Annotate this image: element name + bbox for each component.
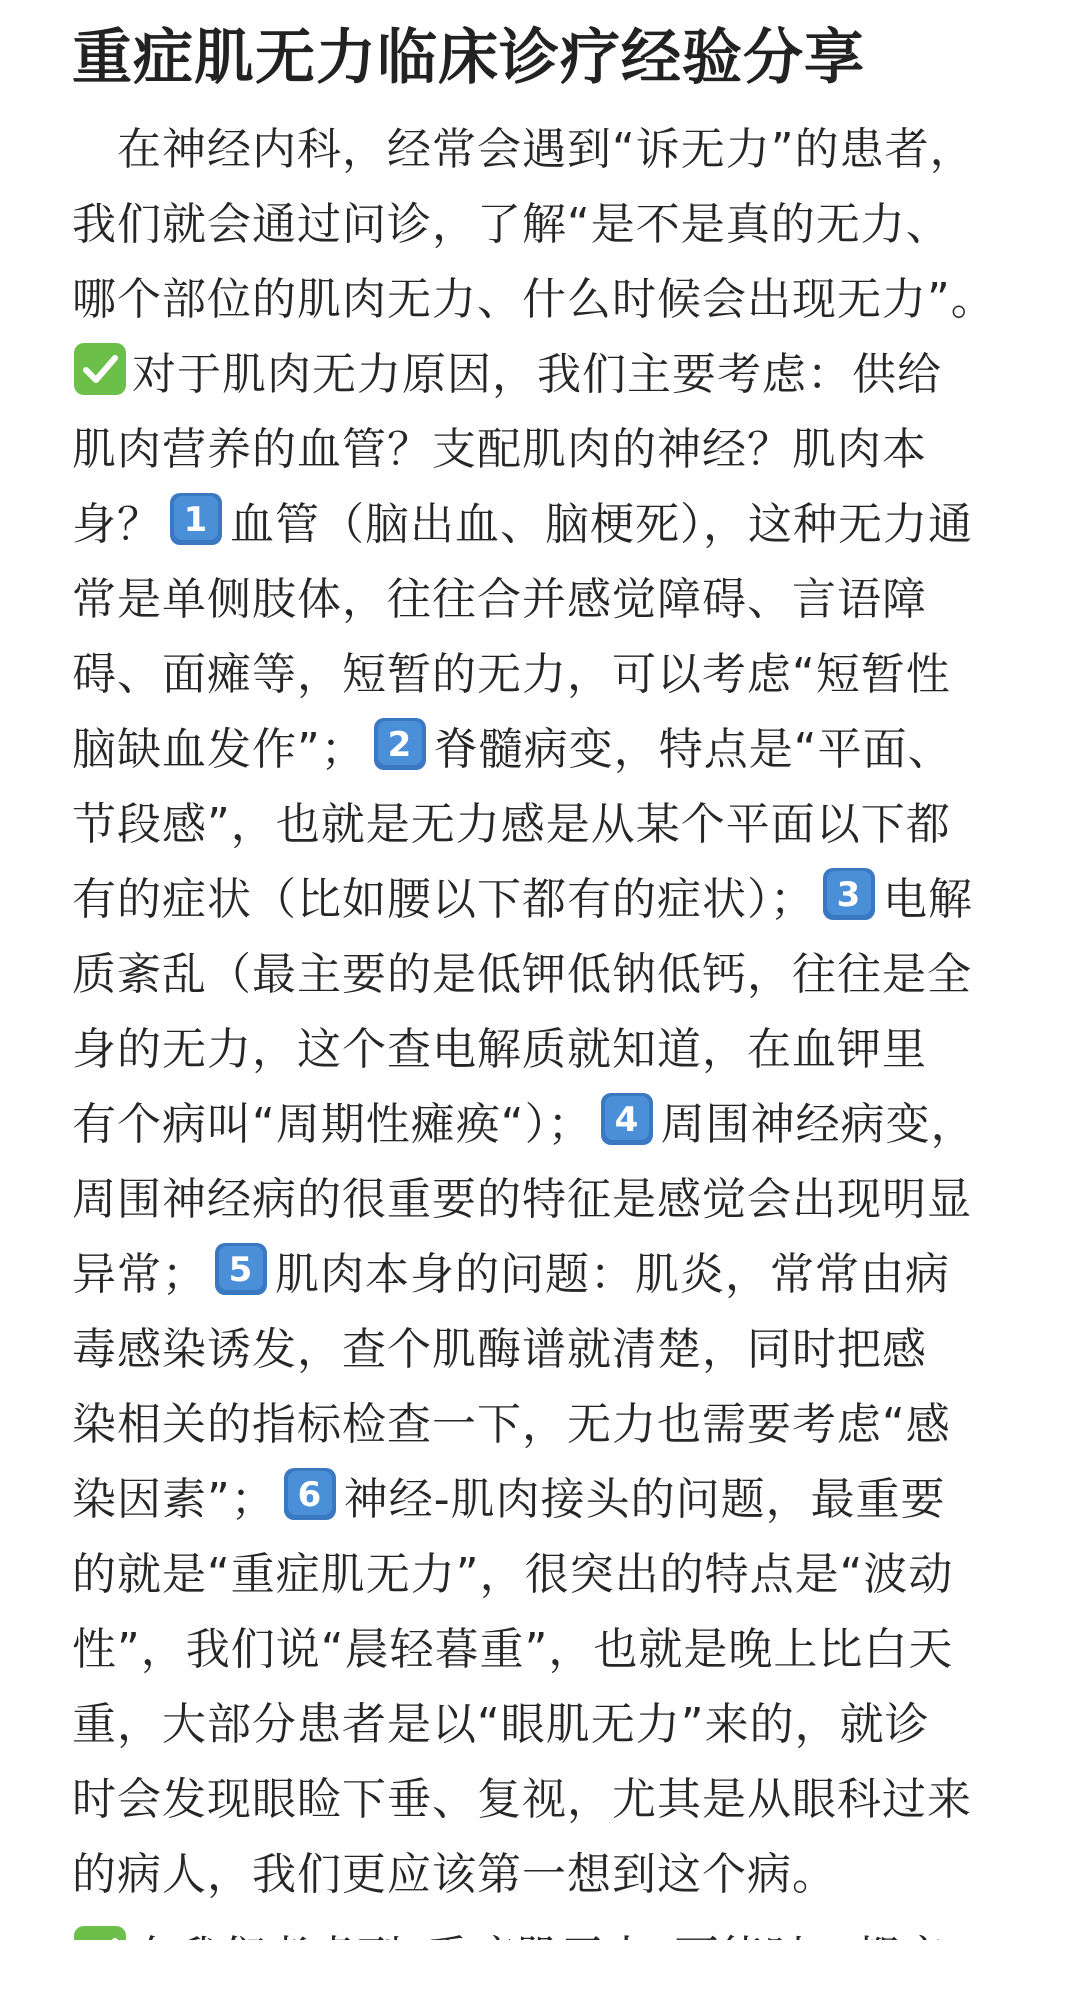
- text-segment: 身？: [72, 499, 162, 550]
- text-segment: 脊髓病变，特点是“平面、: [433, 724, 953, 775]
- text-line: [72, 712, 1072, 787]
- text-segment: 的就是“重症肌无力”，很突出的特点是“波动: [72, 1549, 954, 1600]
- check-mark-icon: [72, 341, 128, 397]
- text-line: [72, 1087, 1072, 1162]
- text-segment: 身的无力，这个查电解质就知道，在血钾里: [72, 1024, 927, 1075]
- text-line: [72, 487, 1072, 562]
- text-segment: 碍、面瘫等，短暂的无力，可以考虑“短暂性: [72, 649, 951, 700]
- text-segment: 电解: [883, 874, 973, 925]
- text-segment: 常是单侧肢体，往往合并感觉障碍、言语障: [72, 574, 927, 625]
- svg-text:4: 4: [614, 1100, 639, 1140]
- text-segment: 染相关的指标检查一下，无力也需要考虑“感: [72, 1399, 951, 1450]
- text-line: [72, 262, 1072, 337]
- text-segment: 肌肉营养的血管？支配肌肉的神经？肌肉本: [72, 424, 927, 475]
- article-body: [72, 112, 1072, 1912]
- text-segment: 染因素”；: [72, 1474, 276, 1525]
- text-segment: 毒感染诱发，查个肌酶谱就清楚，同时把感: [72, 1324, 927, 1375]
- text-line: [72, 1237, 1072, 1312]
- svg-text:6: 6: [297, 1475, 323, 1515]
- text-line: [72, 1462, 1072, 1537]
- text-segment: 周围神经病变，: [660, 1099, 976, 1150]
- text-line: [72, 1612, 1072, 1687]
- text-line: [72, 562, 1072, 637]
- text-line: [72, 337, 1072, 412]
- keycap-number-4-icon: [599, 1091, 655, 1147]
- text-segment: 在神经内科，经常会遇到“诉无力”的患者，: [72, 124, 975, 175]
- text-line: [72, 112, 1072, 187]
- text-line: [72, 1312, 1072, 1387]
- text-line: [72, 1387, 1072, 1462]
- text-segment: 时会发现眼睑下垂、复视，尤其是从眼科过来: [72, 1774, 972, 1825]
- text-segment: 对于肌肉无力原因，我们主要考虑：供给: [132, 349, 942, 400]
- keycap-number-2-icon: [372, 716, 428, 772]
- text-line: [72, 1837, 1072, 1912]
- text-segment: 神经-肌肉接头的问题，最重要: [343, 1474, 946, 1525]
- text-line: [72, 1162, 1072, 1237]
- text-line: [72, 1687, 1072, 1762]
- text-line: [72, 862, 1072, 937]
- text-segment: 质紊乱（最主要的是低钾低钠低钙，往往是全: [72, 949, 972, 1000]
- keycap-number-6-icon: [282, 1466, 338, 1522]
- text-segment: 异常；: [72, 1249, 207, 1300]
- text-line: [72, 187, 1072, 262]
- text-line: [72, 1012, 1072, 1087]
- article-title: 重症肌无力临床诊疗经验分享: [72, 23, 865, 93]
- text-segment: 脑缺血发作”；: [72, 724, 366, 775]
- text-line: [72, 637, 1072, 712]
- text-segment: 肌肉本身的问题：肌炎，常常由病: [275, 1249, 950, 1300]
- svg-text:3: 3: [836, 875, 862, 915]
- keycap-number-5-icon: [213, 1241, 269, 1297]
- text-segment: 重，大部分患者是以“眼肌无力”来的，就诊: [72, 1699, 930, 1750]
- text-segment: 的病人，我们更应该第一想到这个病。: [72, 1849, 837, 1900]
- keycap-number-3-icon: [821, 866, 877, 922]
- text-line: [72, 787, 1072, 862]
- text-line: [72, 1762, 1072, 1837]
- text-segment: 有的症状（比如腰以下都有的症状）；: [72, 874, 815, 925]
- text-segment: 我们就会通过问诊，了解“是不是真的无力、: [72, 199, 951, 250]
- text-line: [72, 1537, 1072, 1612]
- svg-text:1: 1: [183, 500, 209, 540]
- text-line: [72, 412, 1072, 487]
- text-segment: 性”，我们说“晨轻暮重”，也就是晚上比白天: [72, 1624, 954, 1675]
- text-segment: 血管（脑出血、脑梗死），这种无力通: [230, 499, 973, 550]
- bottom-crop-mask: [0, 1940, 1080, 2006]
- keycap-number-1-icon: [168, 491, 224, 547]
- text-segment: 周围神经病的很重要的特征是感觉会出现明显: [72, 1174, 972, 1225]
- text-segment: 哪个部位的肌肉无力、什么时候会出现无力”。: [72, 274, 996, 325]
- svg-text:2: 2: [387, 725, 413, 765]
- text-segment: 节段感”，也就是无力感是从某个平面以下都: [72, 799, 951, 850]
- text-segment: 有个病叫“周期性瘫痪“）；: [72, 1099, 593, 1150]
- text-line: [72, 937, 1072, 1012]
- svg-text:5: 5: [228, 1250, 254, 1290]
